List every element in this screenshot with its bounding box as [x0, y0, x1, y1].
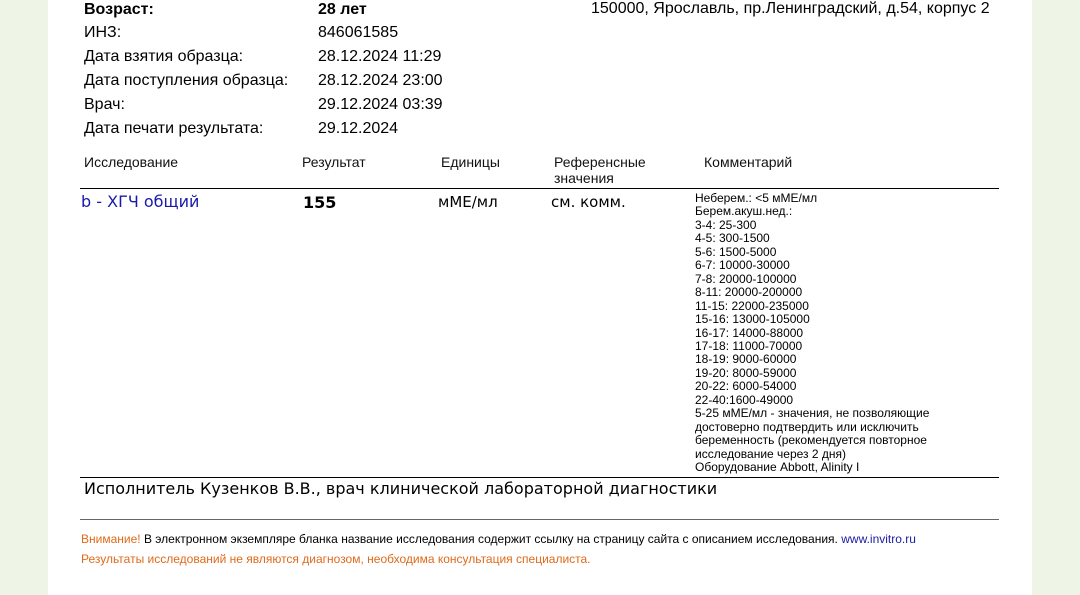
- header-divider: [80, 188, 999, 189]
- warning-text: В электронном экземпляре бланка название исследования содержит ссылку на страницу сайта с описанием исследования.: [140, 532, 838, 546]
- header-study: Исследование: [84, 154, 179, 170]
- header-units: Единицы: [441, 154, 500, 170]
- lab-address: 150000, Ярославль, пр.Ленинградский, д.54, корпус 2: [591, 0, 990, 17]
- sample-taken-label: Дата взятия образца:: [84, 48, 244, 65]
- comment-line: 3-4: 25-300: [695, 217, 757, 232]
- header-reference-line2: значения: [554, 170, 614, 186]
- header-result: Результат: [302, 154, 366, 170]
- header-comment: Комментарий: [704, 154, 793, 170]
- warning-note: [81, 532, 916, 546]
- comment-line: беременность (рекомендуется повторное: [695, 433, 927, 448]
- study-link[interactable]: b - ХГЧ общий: [81, 192, 200, 211]
- units-value: мМЕ/мл: [438, 193, 498, 211]
- comment-line: 4-5: 300-1500: [695, 231, 770, 246]
- doctor-label: Врач:: [84, 96, 125, 113]
- comment-line: Берем.акуш.нед.:: [695, 204, 793, 219]
- performer: Исполнитель Кузенков В.В., врач клинической лабораторной диагностики: [84, 479, 718, 498]
- comment-line: 18-19: 9000-60000: [695, 352, 797, 367]
- comment-line: 11-15: 22000-235000: [695, 298, 809, 313]
- comment-line: 17-18: 11000-70000: [695, 338, 803, 353]
- site-link[interactable]: www.invitro.ru: [841, 532, 916, 546]
- result-form: [48, 0, 1032, 595]
- comment-line: 15-16: 13000-105000: [695, 312, 810, 327]
- age-label: Возраст:: [84, 1, 154, 18]
- sample-received-label: Дата поступления образца:: [84, 72, 289, 89]
- result-value: 155: [303, 193, 337, 212]
- comment-line: 5-25 мМЕ/мл - значения, не позволяющие: [695, 406, 930, 421]
- comment-line: 5-6: 1500-5000: [695, 244, 777, 259]
- comment-line: 7-8: 20000-100000: [695, 271, 797, 286]
- comment-line: 6-7: 10000-30000: [695, 258, 790, 273]
- header-reference-line1: Референсные: [554, 154, 646, 170]
- comment-line: 16-17: 14000-88000: [695, 325, 804, 340]
- row-divider: [80, 477, 999, 478]
- inz-value: 846061585: [318, 24, 399, 41]
- comment-line: 22-40:1600-49000: [695, 392, 794, 407]
- comment-line: Неберем.: <5 мМЕ/мл: [695, 191, 818, 205]
- print-date-label: Дата печати результата:: [84, 120, 264, 137]
- sample-received-value: 28.12.2024 23:00: [318, 72, 443, 89]
- reference-value: см. комм.: [551, 193, 626, 211]
- comment-line: 8-11: 20000-200000: [695, 285, 803, 300]
- comment-line: достоверно подтвердить или исключить: [695, 419, 919, 434]
- inz-label: ИНЗ:: [84, 24, 122, 41]
- age-value: 28 лет: [318, 1, 367, 18]
- footer-divider: [80, 519, 999, 520]
- comment-line: исследование через 2 дня): [695, 446, 847, 461]
- warning-label: Внимание!: [81, 532, 141, 546]
- sample-taken-value: 28.12.2024 11:29: [318, 48, 442, 65]
- comment-line: Оборудование Abbott, Alinity I: [695, 460, 860, 475]
- reference-comment: [695, 192, 995, 475]
- comment-line: 20-22: 6000-54000: [695, 379, 797, 394]
- disclaimer: Результаты исследований не являются диагнозом, необходима консультация специалиста.: [81, 552, 591, 566]
- comment-line: 19-20: 8000-59000: [695, 365, 797, 380]
- doctor-value: 29.12.2024 03:39: [318, 96, 443, 113]
- print-date-value: 29.12.2024: [318, 120, 399, 137]
